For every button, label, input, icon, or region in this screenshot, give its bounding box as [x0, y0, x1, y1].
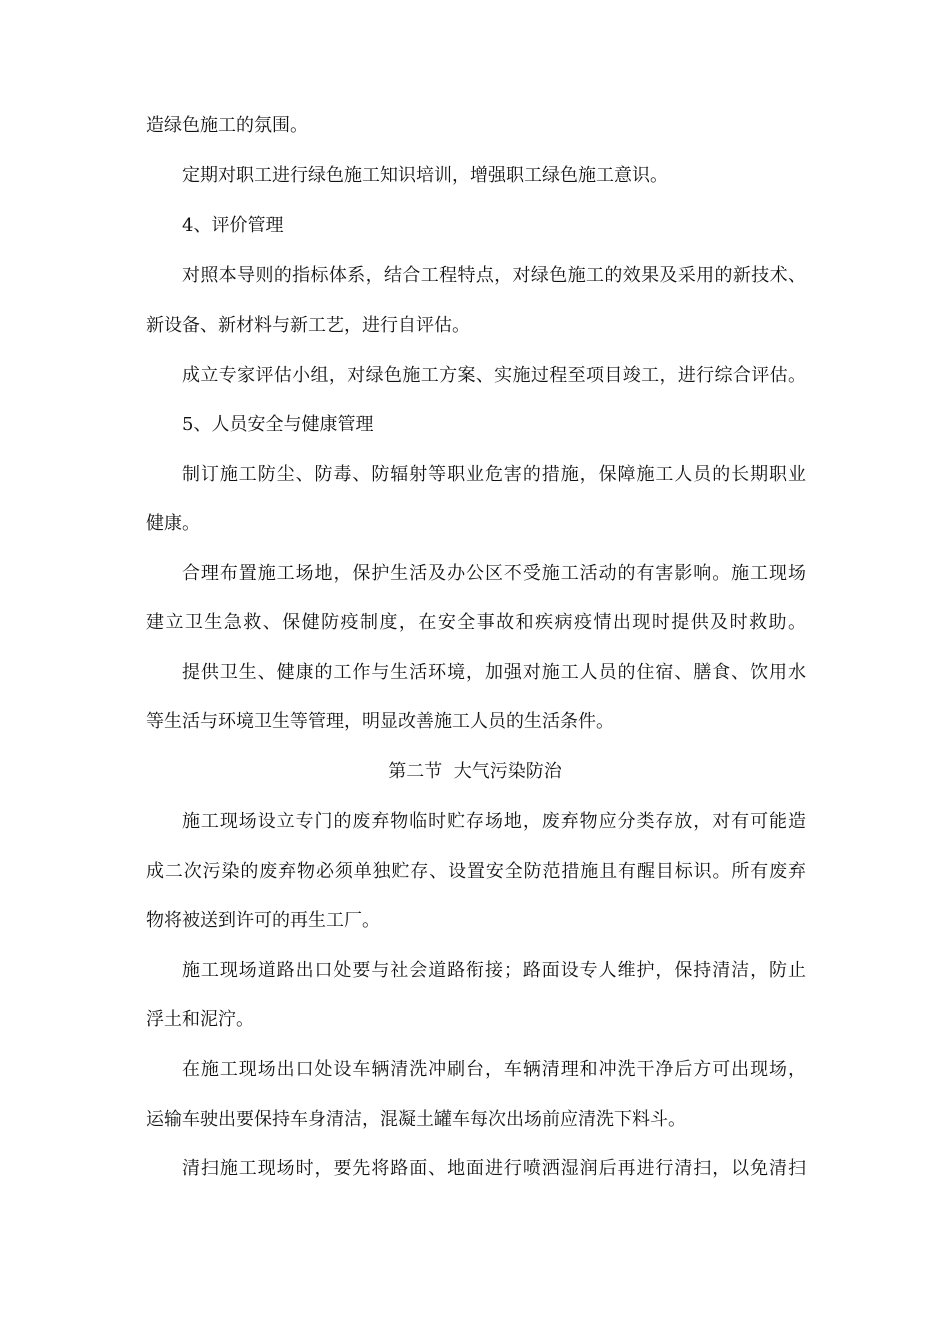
text-line: 定期对职工进行绿色施工知识培训，增强职工绿色施工意识。	[182, 165, 668, 186]
text-line: 成立专家评估小组，对绿色施工方案、实施过程至项目竣工，进行综合评估。	[182, 365, 806, 386]
text-line: 等生活与环境卫生等管理，明显改善施工人员的生活条件。	[146, 711, 614, 732]
text-line: 合理布置施工场地，保护生活及办公区不受施工活动的有害影响。施工现场	[182, 563, 806, 584]
text-line: 物将被送到许可的再生工厂。	[146, 910, 380, 931]
text-line: 浮土和泥泞。	[146, 1009, 254, 1030]
text-line: 清扫施工现场时，要先将路面、地面进行喷洒湿润后再进行清扫，以免清扫	[182, 1158, 806, 1179]
text-line: 制订施工防尘、防毒、防辐射等职业危害的措施，保障施工人员的长期职业	[182, 464, 806, 485]
text-line: 在施工现场出口处设车辆清洗冲刷台，车辆清理和冲洗干净后方可出现场，	[182, 1059, 806, 1080]
text-line: 运输车驶出要保持车身清洁，混凝土罐车每次出场前应清洗下料斗。	[146, 1109, 686, 1130]
text-line: 对照本导则的指标体系，结合工程特点，对绿色施工的效果及采用的新技术、	[182, 265, 806, 286]
text-line: 施工现场设立专门的废弃物临时贮存场地，废弃物应分类存放，对有可能造	[182, 811, 806, 832]
text-line: 健康。	[146, 513, 200, 534]
text-line: 建立卫生急救、保健防疫制度，在安全事故和疾病疫情出现时提供及时救助。	[146, 612, 806, 633]
chapter-heading: 第二节 大气污染防治	[388, 761, 562, 782]
section-heading: 5、人员安全与健康管理	[182, 414, 374, 435]
text-line: 提供卫生、健康的工作与生活环境，加强对施工人员的住宿、膳食、饮用水	[182, 662, 806, 683]
text-line: 新设备、新材料与新工艺，进行自评估。	[146, 315, 470, 336]
text-line: 成二次污染的废弃物必须单独贮存、设置安全防范措施且有醒目标识。所有废弃	[146, 861, 806, 882]
text-line: 造绿色施工的氛围。	[146, 115, 308, 136]
section-heading: 4、评价管理	[182, 215, 284, 236]
text-line: 施工现场道路出口处要与社会道路衔接；路面设专人维护，保持清洁，防止	[182, 960, 806, 981]
